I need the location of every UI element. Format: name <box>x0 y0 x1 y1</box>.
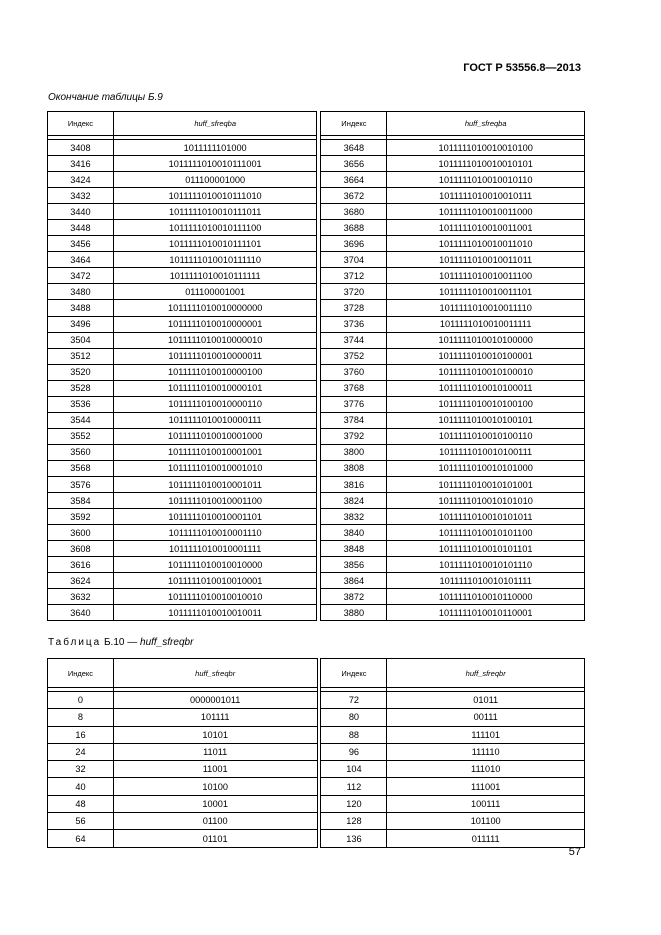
index-cell-left: 3456 <box>48 236 114 252</box>
index-cell-left: 3512 <box>48 348 114 364</box>
table-row <box>48 396 585 412</box>
table-row <box>48 692 585 709</box>
index-cell-left: 3416 <box>48 156 114 172</box>
index-cell-left: 3480 <box>48 284 114 300</box>
header-index-right: Индекс <box>321 112 387 136</box>
code-cell-right: 1011111010010100110 <box>387 428 585 444</box>
code-cell-right: 1011111010010011110 <box>387 300 585 316</box>
code-cell-left: 101111 <box>113 709 317 726</box>
code-cell-left: 11011 <box>113 743 317 760</box>
index-cell-right: 3760 <box>321 364 387 380</box>
table-row <box>48 348 585 364</box>
index-cell-left: 3544 <box>48 412 114 428</box>
code-cell-left: 01100 <box>113 813 317 830</box>
table1-caption: Окончание таблицы Б.9 <box>48 92 163 103</box>
code-cell-right: 1011111010010100111 <box>387 444 585 460</box>
index-cell-right: 3712 <box>321 268 387 284</box>
code-cell-left: 1011111010010000110 <box>113 396 317 412</box>
table-row <box>48 541 585 557</box>
table-row <box>48 412 585 428</box>
index-cell-right: 96 <box>321 743 387 760</box>
index-cell-left: 3408 <box>48 140 114 156</box>
index-cell-left: 3600 <box>48 525 114 541</box>
code-cell-left: 1011111010010001101 <box>113 509 317 525</box>
index-cell-right: 3792 <box>321 428 387 444</box>
code-cell-right: 1011111010010011011 <box>387 252 585 268</box>
code-cell-left: 1011111010010111011 <box>113 204 317 220</box>
table-row <box>48 172 585 188</box>
index-cell-right: 3776 <box>321 396 387 412</box>
index-cell-left: 16 <box>48 726 114 743</box>
code-cell-right: 1011111010010011101 <box>387 284 585 300</box>
code-cell-left: 1011111010010010010 <box>113 589 317 605</box>
table-row <box>48 525 585 541</box>
index-cell-right: 3720 <box>321 284 387 300</box>
code-cell-left: 1011111010010001010 <box>113 460 317 476</box>
index-cell-right: 120 <box>321 795 387 812</box>
code-cell-left: 1011111010010111001 <box>113 156 317 172</box>
code-cell-left: 1011111010010001111 <box>113 541 317 557</box>
code-cell-right: 1011111010010011010 <box>387 236 585 252</box>
table-row <box>48 761 585 778</box>
code-cell-left: 1011111010010111010 <box>113 188 317 204</box>
index-cell-right: 3680 <box>321 204 387 220</box>
code-cell-right: 1011111010010010111 <box>387 188 585 204</box>
table-row <box>48 332 585 348</box>
code-cell-right: 1011111010010101110 <box>387 557 585 573</box>
code-cell-right: 1011111010010101000 <box>387 460 585 476</box>
code-cell-right: 1011111010010011001 <box>387 220 585 236</box>
table-row <box>48 743 585 760</box>
code-cell-left: 0000001011 <box>113 692 317 709</box>
index-cell-right: 72 <box>321 692 387 709</box>
code-cell-right: 1011111010010110000 <box>387 589 585 605</box>
code-cell-left: 1011111010010111100 <box>113 220 317 236</box>
table-row <box>48 364 585 380</box>
header-index-left: Индекс <box>48 659 114 688</box>
code-cell-left: 1011111010010001011 <box>113 476 317 492</box>
index-cell-left: 56 <box>48 813 114 830</box>
code-cell-left: 1011111010010001000 <box>113 428 317 444</box>
code-cell-left: 1011111010010000100 <box>113 364 317 380</box>
index-cell-right: 3696 <box>321 236 387 252</box>
index-cell-right: 3840 <box>321 525 387 541</box>
index-cell-left: 3592 <box>48 509 114 525</box>
code-cell-right: 111110 <box>387 743 585 760</box>
code-cell-right: 1011111010010100100 <box>387 396 585 412</box>
table-row <box>48 557 585 573</box>
code-cell-left: 1011111010010001110 <box>113 525 317 541</box>
index-cell-right: 136 <box>321 830 387 847</box>
index-cell-left: 3448 <box>48 220 114 236</box>
code-cell-right: 1011111010010010110 <box>387 172 585 188</box>
index-cell-right: 3672 <box>321 188 387 204</box>
code-cell-right: 1011111010010100101 <box>387 412 585 428</box>
code-cell-right: 1011111010010101001 <box>387 476 585 492</box>
index-cell-left: 3472 <box>48 268 114 284</box>
index-cell-left: 3504 <box>48 332 114 348</box>
code-cell-left: 1011111010010000010 <box>113 332 317 348</box>
index-cell-left: 3496 <box>48 316 114 332</box>
index-cell-right: 3688 <box>321 220 387 236</box>
table-row <box>48 380 585 396</box>
index-cell-right: 3808 <box>321 460 387 476</box>
table-row <box>48 709 585 726</box>
index-cell-right: 3648 <box>321 140 387 156</box>
table-row <box>48 476 585 492</box>
code-cell-left: 1011111010010010011 <box>113 605 317 621</box>
index-cell-right: 3752 <box>321 348 387 364</box>
index-cell-left: 3488 <box>48 300 114 316</box>
page-number: 57 <box>568 846 581 858</box>
table-row <box>48 236 585 252</box>
index-cell-right: 3728 <box>321 300 387 316</box>
index-cell-left: 3632 <box>48 589 114 605</box>
index-cell-right: 3824 <box>321 493 387 509</box>
index-cell-right: 3784 <box>321 412 387 428</box>
index-cell-left: 3640 <box>48 605 114 621</box>
table-row <box>48 509 585 525</box>
table2-caption-name: huff_sfreqbr <box>140 637 194 648</box>
table-row <box>48 252 585 268</box>
code-cell-right: 1011111010010101011 <box>387 509 585 525</box>
table2-caption-number: Б.10 — <box>101 637 141 648</box>
header-index-right: Индекс <box>321 659 387 688</box>
code-cell-right: 1011111010010011100 <box>387 268 585 284</box>
index-cell-right: 3864 <box>321 573 387 589</box>
header-code-right: huff_sfreqba <box>387 112 585 136</box>
code-cell-left: 1011111010010000111 <box>113 412 317 428</box>
table-row <box>48 778 585 795</box>
table-row <box>48 493 585 509</box>
index-cell-left: 3424 <box>48 172 114 188</box>
code-cell-right: 1011111010010100010 <box>387 364 585 380</box>
code-cell-right: 1011111010010110001 <box>387 605 585 621</box>
code-cell-right: 1011111010010101101 <box>387 541 585 557</box>
code-cell-right: 1011111010010011111 <box>387 316 585 332</box>
code-cell-left: 10101 <box>113 726 317 743</box>
index-cell-left: 3608 <box>48 541 114 557</box>
index-cell-left: 3528 <box>48 380 114 396</box>
code-cell-left: 1011111101000 <box>113 140 317 156</box>
index-cell-right: 3816 <box>321 476 387 492</box>
index-cell-left: 3440 <box>48 204 114 220</box>
header-code-right: huff_sfreqbr <box>387 659 585 688</box>
table-row <box>48 204 585 220</box>
code-cell-right: 1011111010010010101 <box>387 156 585 172</box>
index-cell-right: 80 <box>321 709 387 726</box>
code-cell-left: 10100 <box>113 778 317 795</box>
table-row <box>48 795 585 812</box>
index-cell-left: 8 <box>48 709 114 726</box>
table-row <box>48 268 585 284</box>
index-cell-left: 3536 <box>48 396 114 412</box>
document-header: ГОСТ Р 53556.8—2013 <box>463 62 581 74</box>
table-row <box>48 813 585 830</box>
table-row <box>48 284 585 300</box>
code-cell-left: 1011111010010000011 <box>113 348 317 364</box>
code-cell-right: 1011111010010100000 <box>387 332 585 348</box>
code-cell-left: 011100001000 <box>113 172 317 188</box>
index-cell-left: 0 <box>48 692 114 709</box>
code-cell-right: 111101 <box>387 726 585 743</box>
code-cell-left: 1011111010010001100 <box>113 493 317 509</box>
table-row <box>48 460 585 476</box>
code-cell-left: 011100001001 <box>113 284 317 300</box>
code-cell-right: 1011111010010101111 <box>387 573 585 589</box>
code-cell-right: 011111 <box>387 830 585 847</box>
index-cell-left: 64 <box>48 830 114 847</box>
index-cell-left: 3624 <box>48 573 114 589</box>
index-cell-right: 3768 <box>321 380 387 396</box>
index-cell-right: 3664 <box>321 172 387 188</box>
index-cell-left: 3576 <box>48 476 114 492</box>
code-cell-left: 1011111010010000101 <box>113 380 317 396</box>
code-cell-left: 1011111010010001001 <box>113 444 317 460</box>
index-cell-left: 3616 <box>48 557 114 573</box>
code-cell-right: 1011111010010101100 <box>387 525 585 541</box>
code-cell-right: 111010 <box>387 761 585 778</box>
table-row <box>48 156 585 172</box>
index-cell-left: 3560 <box>48 444 114 460</box>
index-cell-right: 104 <box>321 761 387 778</box>
index-cell-left: 3432 <box>48 188 114 204</box>
code-cell-right: 1011111010010100001 <box>387 348 585 364</box>
index-cell-right: 112 <box>321 778 387 795</box>
index-cell-right: 88 <box>321 726 387 743</box>
code-cell-left: 11001 <box>113 761 317 778</box>
code-cell-right: 01011 <box>387 692 585 709</box>
index-cell-left: 3584 <box>48 493 114 509</box>
index-cell-left: 3464 <box>48 252 114 268</box>
index-cell-left: 32 <box>48 761 114 778</box>
code-cell-left: 10001 <box>113 795 317 812</box>
code-cell-right: 101100 <box>387 813 585 830</box>
code-cell-left: 1011111010010111110 <box>113 252 317 268</box>
table2-caption-prefix: Таблица <box>48 637 102 648</box>
index-cell-right: 3800 <box>321 444 387 460</box>
index-cell-right: 3856 <box>321 557 387 573</box>
code-cell-left: 01101 <box>113 830 317 847</box>
index-cell-left: 40 <box>48 778 114 795</box>
table-b9-continuation <box>47 111 585 621</box>
code-cell-left: 1011111010010111111 <box>113 268 317 284</box>
table2-caption <box>48 637 193 648</box>
index-cell-right: 3832 <box>321 509 387 525</box>
table-row <box>48 300 585 316</box>
index-cell-right: 3736 <box>321 316 387 332</box>
table-row <box>48 573 585 589</box>
index-cell-left: 3568 <box>48 460 114 476</box>
header-code-left: huff_sfreqbr <box>113 659 317 688</box>
code-cell-left: 1011111010010111101 <box>113 236 317 252</box>
code-cell-left: 1011111010010010000 <box>113 557 317 573</box>
code-cell-right: 00111 <box>387 709 585 726</box>
code-cell-right: 1011111010010010100 <box>387 140 585 156</box>
table-b10 <box>47 658 585 848</box>
index-cell-left: 3552 <box>48 428 114 444</box>
code-cell-left: 1011111010010010001 <box>113 573 317 589</box>
index-cell-right: 3872 <box>321 589 387 605</box>
code-cell-left: 1011111010010000000 <box>113 300 317 316</box>
index-cell-right: 3656 <box>321 156 387 172</box>
table-row <box>48 830 585 847</box>
table-row <box>48 589 585 605</box>
table-row <box>48 726 585 743</box>
index-cell-right: 3704 <box>321 252 387 268</box>
index-cell-right: 3848 <box>321 541 387 557</box>
index-cell-left: 48 <box>48 795 114 812</box>
header-index-left: Индекс <box>48 112 114 136</box>
code-cell-left: 1011111010010000001 <box>113 316 317 332</box>
index-cell-left: 24 <box>48 743 114 760</box>
table-row <box>48 428 585 444</box>
table-row <box>48 220 585 236</box>
index-cell-left: 3520 <box>48 364 114 380</box>
code-cell-right: 100111 <box>387 795 585 812</box>
index-cell-right: 128 <box>321 813 387 830</box>
code-cell-right: 111001 <box>387 778 585 795</box>
index-cell-right: 3880 <box>321 605 387 621</box>
table-row <box>48 605 585 621</box>
index-cell-right: 3744 <box>321 332 387 348</box>
table-row <box>48 444 585 460</box>
table-row <box>48 140 585 156</box>
table-row <box>48 188 585 204</box>
code-cell-right: 1011111010010011000 <box>387 204 585 220</box>
code-cell-right: 1011111010010100011 <box>387 380 585 396</box>
header-code-left: huff_sfreqba <box>113 112 317 136</box>
code-cell-right: 1011111010010101010 <box>387 493 585 509</box>
table-row <box>48 316 585 332</box>
